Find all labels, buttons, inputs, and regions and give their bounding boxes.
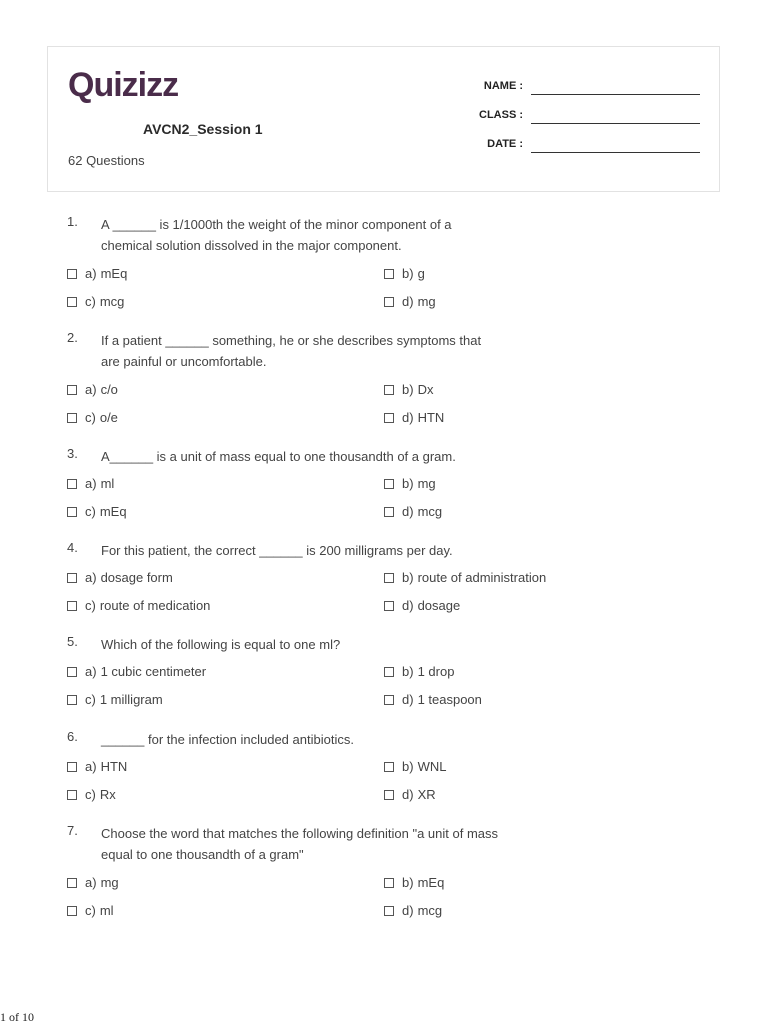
question-text: A ______ is 1/1000th the weight of the minor component of a chemical solution dissolved in the major component. (101, 217, 452, 253)
checkbox-icon[interactable] (384, 269, 394, 279)
question-number: 2. (67, 330, 78, 345)
checkbox-icon[interactable] (384, 479, 394, 489)
option-b[interactable]: b) 1 drop (384, 664, 454, 679)
checkbox-icon[interactable] (67, 573, 77, 583)
checkbox-icon[interactable] (67, 269, 77, 279)
option-b[interactable]: b) mEq (384, 875, 444, 890)
quizizz-logo (68, 65, 200, 105)
option-c[interactable]: c) mcg (67, 294, 124, 309)
question-count: 62 Questions (68, 153, 145, 168)
checkbox-icon[interactable] (384, 507, 394, 517)
option-a[interactable]: a) mg (67, 875, 119, 890)
checkbox-icon[interactable] (384, 906, 394, 916)
checkbox-icon[interactable] (67, 906, 77, 916)
option-a[interactable]: a) 1 cubic centimeter (67, 664, 206, 679)
question-number: 7. (67, 823, 78, 838)
option-b[interactable]: b) WNL (384, 759, 446, 774)
option-b[interactable]: b) route of administration (384, 570, 546, 585)
option-c[interactable]: c) ml (67, 903, 114, 918)
option-c[interactable]: c) mEq (67, 504, 127, 519)
question-text: ______ for the infection included antibiotics. (101, 732, 354, 747)
class-line[interactable] (531, 123, 700, 124)
checkbox-icon[interactable] (67, 601, 77, 611)
checkbox-icon[interactable] (67, 762, 77, 772)
checkbox-icon[interactable] (384, 413, 394, 423)
checkbox-icon[interactable] (384, 601, 394, 611)
question-text: For this patient, the correct ______ is 200 milligrams per day. (101, 543, 453, 558)
checkbox-icon[interactable] (67, 479, 77, 489)
option-a[interactable]: a) dosage form (67, 570, 173, 585)
date-field[interactable] (468, 138, 703, 158)
question-number: 6. (67, 729, 78, 744)
checkbox-icon[interactable] (384, 790, 394, 800)
option-d[interactable]: d) mcg (384, 504, 442, 519)
checkbox-icon[interactable] (67, 507, 77, 517)
option-d[interactable]: d) dosage (384, 598, 460, 613)
option-c[interactable]: c) Rx (67, 787, 116, 802)
date-label: DATE : (487, 138, 523, 150)
date-line[interactable] (531, 152, 700, 153)
question-number: 3. (67, 446, 78, 461)
checkbox-icon[interactable] (384, 297, 394, 307)
option-a[interactable]: a) mEq (67, 266, 127, 281)
option-b[interactable]: b) g (384, 266, 425, 281)
question-number: 1. (67, 214, 78, 229)
checkbox-icon[interactable] (67, 297, 77, 307)
checkbox-icon[interactable] (384, 667, 394, 677)
option-d[interactable]: d) XR (384, 787, 436, 802)
option-b[interactable]: b) Dx (384, 382, 433, 397)
option-d[interactable]: d) HTN (384, 410, 444, 425)
question-text: Which of the following is equal to one ml? (101, 637, 341, 652)
option-b[interactable]: b) mg (384, 476, 436, 491)
question-text: A______ is a unit of mass equal to one thousandth of a gram. (101, 449, 456, 464)
option-a[interactable]: a) HTN (67, 759, 127, 774)
checkbox-icon[interactable] (384, 385, 394, 395)
checkbox-icon[interactable] (384, 878, 394, 888)
option-c[interactable]: c) o/e (67, 410, 118, 425)
question-text: Choose the word that matches the following definition "a unit of mass equal to one thousandth of a gram" (101, 826, 499, 862)
checkbox-icon[interactable] (67, 385, 77, 395)
class-label: CLASS : (479, 109, 523, 121)
option-c[interactable]: c) route of medication (67, 598, 210, 613)
checkbox-icon[interactable] (67, 413, 77, 423)
svg-text:Quizizz: Quizizz (68, 66, 179, 104)
class-field[interactable] (468, 109, 703, 129)
checkbox-icon[interactable] (67, 695, 77, 705)
name-line[interactable] (531, 94, 700, 95)
worksheet-header (47, 46, 720, 192)
question-number: 5. (67, 634, 78, 649)
option-d[interactable]: d) mcg (384, 903, 442, 918)
worksheet-title: AVCN2_Session 1 (143, 121, 263, 137)
question-number: 4. (67, 540, 78, 555)
option-a[interactable]: a) ml (67, 476, 114, 491)
name-label: NAME : (483, 80, 523, 92)
checkbox-icon[interactable] (384, 695, 394, 705)
checkbox-icon[interactable] (67, 667, 77, 677)
page-number: 1 of 10 (0, 1010, 34, 1024)
checkbox-icon[interactable] (384, 573, 394, 583)
name-field[interactable] (468, 80, 703, 100)
checkbox-icon[interactable] (67, 790, 77, 800)
option-d[interactable]: d) mg (384, 294, 436, 309)
option-d[interactable]: d) 1 teaspoon (384, 692, 482, 707)
option-a[interactable]: a) c/o (67, 382, 118, 397)
question-text: If a patient ______ something, he or she describes symptoms that are painful or uncomfortable. (101, 333, 482, 369)
checkbox-icon[interactable] (384, 762, 394, 772)
option-c[interactable]: c) 1 milligram (67, 692, 163, 707)
checkbox-icon[interactable] (67, 878, 77, 888)
